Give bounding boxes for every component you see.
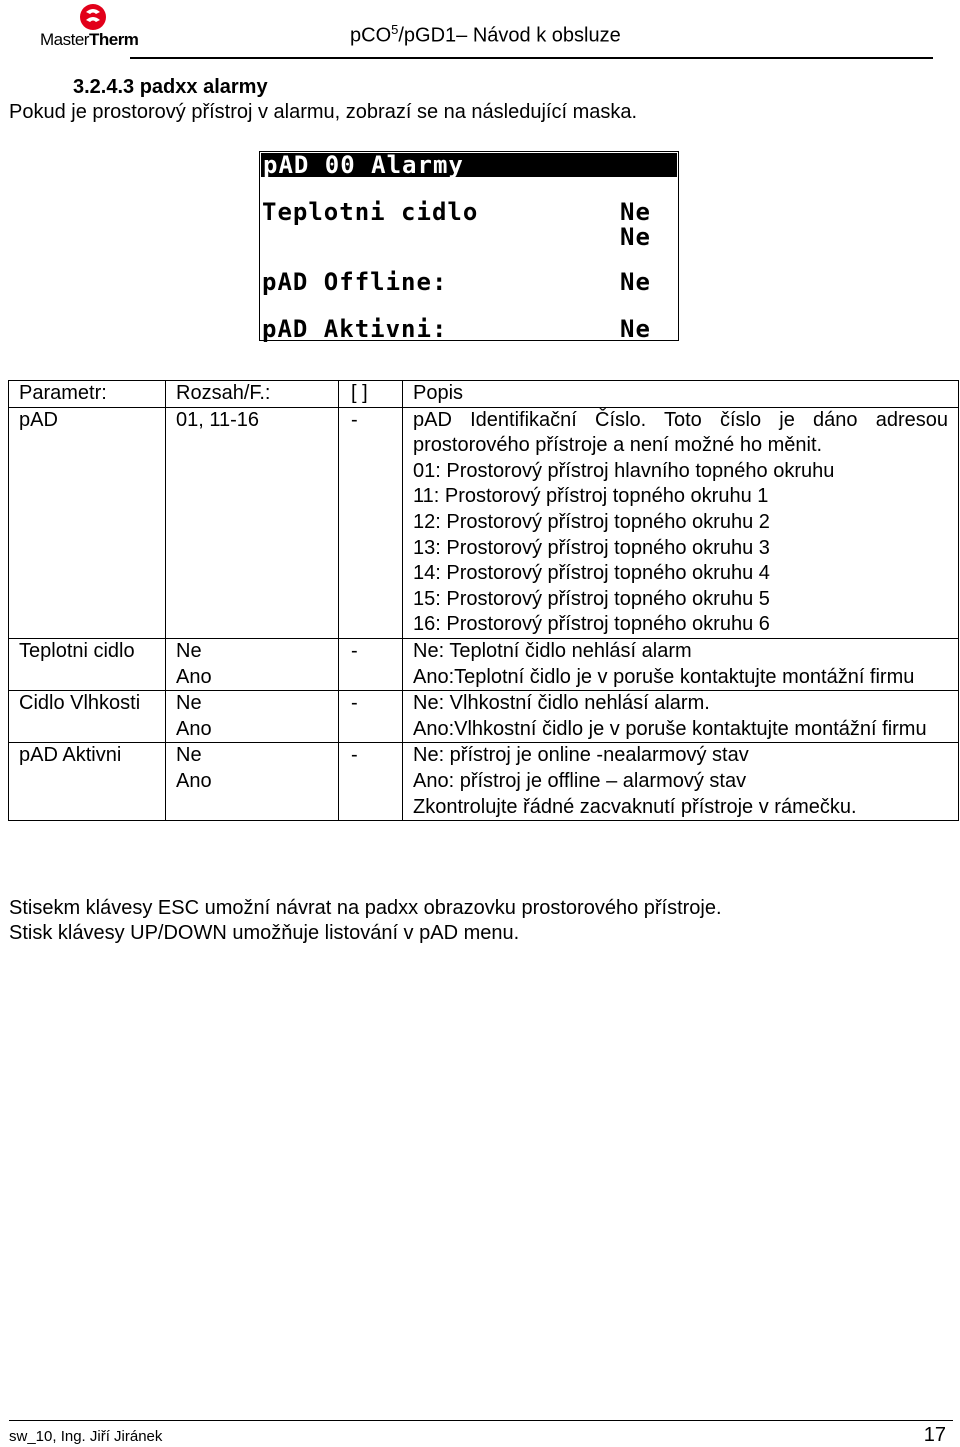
lcd-row-value: Ne xyxy=(620,315,651,343)
header-cell: [ ] xyxy=(339,381,403,408)
footer-author: sw_10, Ing. Jiří Jiránek xyxy=(9,1428,163,1445)
desc-line: 14: Prostorový přístroj topného okruhu 4 xyxy=(413,562,770,585)
range-value: Ano xyxy=(176,665,212,688)
range-value: Ne xyxy=(176,639,202,662)
table-row xyxy=(9,638,959,690)
lcd-row-label: Teplotni cidlo xyxy=(262,198,479,226)
lcd-screen xyxy=(259,151,679,341)
desc-line: 12: Prostorový přístroj topného okruhu 2 xyxy=(413,510,770,533)
lcd-row-label: pAD Offline: xyxy=(262,268,448,296)
lcd-title: pAD 00 Alarmy xyxy=(261,153,677,177)
param-cell: pAD xyxy=(9,407,166,638)
desc-cell xyxy=(403,691,959,743)
range-cell xyxy=(166,691,339,743)
intro-text: Pokud je prostorový přístroj v alarmu, zobrazí se na následující maska. xyxy=(9,101,638,123)
range-cell xyxy=(166,743,339,821)
note-updown: Stisk klávesy UP/DOWN umožňuje listování v pAD menu. xyxy=(9,922,520,944)
desc-line: 13: Prostorový přístroj topného okruhu 3 xyxy=(413,536,770,559)
param-cell: Teplotni cidlo xyxy=(9,638,166,690)
page-number: 17 xyxy=(923,1424,946,1446)
note-esc: Stisekm klávesy ESC umožní návrat na padxx obrazovku prostorového přístroje. xyxy=(9,897,722,919)
title-superscript: 5 xyxy=(391,22,399,37)
unit-cell: - xyxy=(339,638,403,690)
desc-line: Ne: Teplotní čidlo nehlásí alarm xyxy=(413,639,692,662)
param-cell: Cidlo Vlhkosti xyxy=(9,691,166,743)
table-header-row xyxy=(9,381,959,408)
lcd-row-value: Ne xyxy=(620,268,651,296)
desc-line: Ne: Vlhkostní čidlo nehlásí alarm. xyxy=(413,692,710,715)
unit-cell: - xyxy=(339,743,403,821)
table-row xyxy=(9,691,959,743)
lcd-row-value: Ne xyxy=(620,223,651,251)
desc-cell xyxy=(403,638,959,690)
logo-text-bold: Therm xyxy=(88,30,139,49)
unit-cell: - xyxy=(339,691,403,743)
logo-text-light: Master xyxy=(40,30,89,49)
header-cell: Popis xyxy=(403,381,959,408)
lcd-row-label: pAD Aktivni: xyxy=(262,315,448,343)
desc-cell xyxy=(403,743,959,821)
table-row xyxy=(9,743,959,821)
header-cell: Rozsah/F.: xyxy=(166,381,339,408)
desc-line: 11: Prostorový přístroj topného okruhu 1 xyxy=(413,485,769,508)
logo-wordmark xyxy=(40,30,138,50)
mastertherm-logo xyxy=(40,2,150,52)
desc-line: 01: Prostorový přístroj hlavního topného okruhu xyxy=(413,459,835,482)
desc-line: Zkontrolujte řádné zacvaknutí přístroje v rámečku. xyxy=(413,795,857,818)
range-value: Ne xyxy=(176,744,202,767)
range-value: Ne xyxy=(176,692,202,715)
range-value: Ano xyxy=(176,717,212,740)
desc-line: Ano: přístroj je offline – alarmový stav xyxy=(413,769,747,792)
section-heading: 3.2.4.3 padxx alarmy xyxy=(73,76,268,98)
range-value: Ano xyxy=(176,769,212,792)
desc-text: Ano:Teplotní čidlo je v poruše kontaktujte montážní firmu xyxy=(413,665,915,688)
range-cell xyxy=(166,638,339,690)
table-row xyxy=(9,407,959,638)
desc-line: Ne: přístroj je online -nealarmový stav xyxy=(413,744,749,767)
desc-text: pAD Identifikační Číslo. Toto číslo je dáno adresou prostorového přístroje a není možné ho měnit. xyxy=(413,408,948,457)
lcd-row-value: Ne xyxy=(620,198,651,226)
header-rule xyxy=(130,57,933,59)
range-value: 01, 11-16 xyxy=(176,408,260,431)
title-rest: /pGD1– Návod k obsluze xyxy=(398,24,621,47)
title-main: pCO xyxy=(350,24,392,47)
desc-cell xyxy=(403,407,959,638)
header-cell: Parametr: xyxy=(9,381,166,408)
desc-text: Ano:Vlhkostní čidlo je v poruše kontaktujte montážní firmu xyxy=(413,717,927,740)
parameter-table xyxy=(8,380,959,821)
footer-rule xyxy=(9,1420,953,1421)
range-cell xyxy=(166,407,339,638)
desc-line: 16: Prostorový přístroj topného okruhu 6 xyxy=(413,613,770,636)
param-cell: pAD Aktivni xyxy=(9,743,166,821)
mastertherm-logo-icon xyxy=(78,2,108,32)
unit-cell: - xyxy=(339,407,403,638)
desc-line: 15: Prostorový přístroj topného okruhu 5 xyxy=(413,587,770,610)
document-title xyxy=(350,22,621,48)
